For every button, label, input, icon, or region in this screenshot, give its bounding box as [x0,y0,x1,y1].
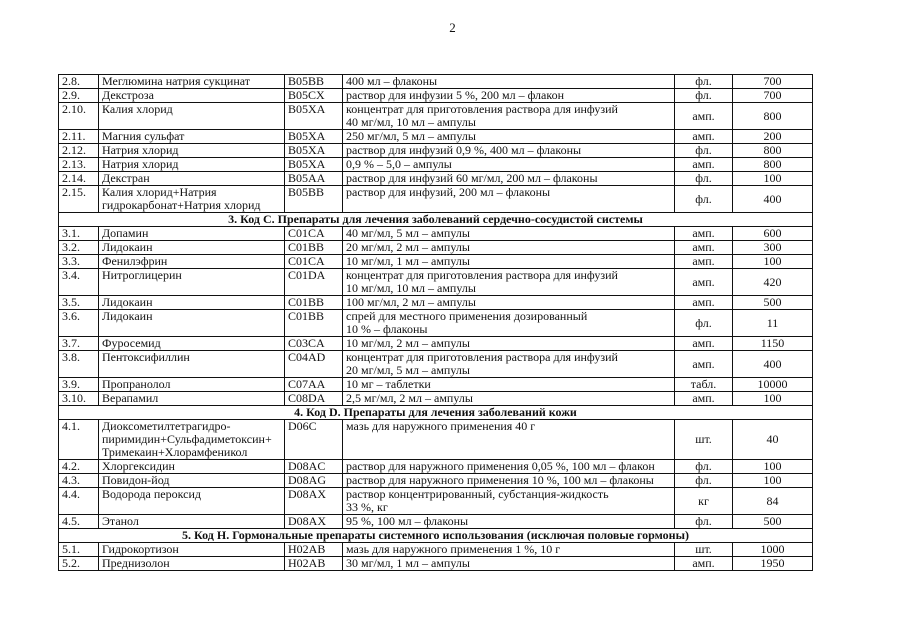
unit: фл. [675,89,733,103]
drug-name-line: пиримидин+Сульфадиметоксин+ [102,432,272,446]
atc-code: D08AC [285,460,343,474]
dosage-form-line: концентрат для приготовления раствора для инфузий [346,268,618,282]
drug-name-line: Лидокаин [102,309,153,323]
drug-name [99,296,285,310]
dosage-form [343,130,675,144]
dosage-form [343,186,675,213]
row-number: 2.15. [59,186,99,213]
table-row [59,227,813,241]
unit: амп. [675,392,733,406]
drug-name [99,392,285,406]
section-title: 5. Код Н. Гормональные препараты системного использования (исключая половые гормоны) [59,529,813,543]
table-row [59,255,813,269]
dosage-form-line: 20 мг/мл, 2 мл – ампулы [346,240,470,254]
drug-name [99,89,285,103]
dosage-form [343,392,675,406]
dosage-form-line: раствор для инфузий 60 мг/мл, 200 мл – флаконы [346,171,598,185]
drug-name [99,227,285,241]
unit: амп. [675,241,733,255]
row-number: 2.12. [59,144,99,158]
atc-code: B05BB [285,186,343,213]
dosage-form [343,310,675,337]
quantity: 400 [733,351,813,378]
row-number: 2.10. [59,103,99,130]
atc-code: D06C [285,420,343,460]
page-number: 2 [449,20,456,35]
dosage-form-line: 33 %, кг [346,500,388,514]
dosage-form-line: раствор для инфузий 0,9 %, 400 мл – флаконы [346,143,582,157]
row-number: 3.8. [59,351,99,378]
dosage-form [343,351,675,378]
dosage-form-line: раствор для наружного применения 0,05 %, 100 мл – флакон [346,459,655,473]
drug-name [99,75,285,89]
table-row [59,557,813,571]
dosage-form-line: мазь для наружного применения 40 г [346,419,536,433]
row-number: 2.8. [59,75,99,89]
drug-name [99,557,285,571]
unit: фл. [675,474,733,488]
unit: амп. [675,269,733,296]
drug-name [99,488,285,515]
dosage-form-line: 250 мг/мл, 5 мл – ампулы [346,129,476,143]
atc-code: H02AB [285,557,343,571]
section-title: 3. Код С. Препараты для лечения заболеваний сердечно-сосудистой системы [59,213,813,227]
table-row [59,460,813,474]
unit: амп. [675,296,733,310]
quantity: 100 [733,255,813,269]
drug-name [99,130,285,144]
unit: шт. [675,420,733,460]
drug-name [99,460,285,474]
atc-code: C07AA [285,378,343,392]
dosage-form [343,103,675,130]
quantity: 100 [733,474,813,488]
dosage-form [343,515,675,529]
dosage-form-line: 40 мг/мл, 10 мл – ампулы [346,115,476,129]
dosage-form-line: 40 мг/мл, 5 мл – ампулы [346,226,470,240]
dosage-form-line: спрей для местного применения дозированный [346,309,588,323]
quantity: 84 [733,488,813,515]
drug-name [99,420,285,460]
row-number: 5.1. [59,543,99,557]
drug-name [99,474,285,488]
drug-name-line: Преднизолон [102,556,170,570]
dosage-form-line: раствор для инфузии 5 %, 200 мл – флакон [346,88,565,102]
quantity: 1150 [733,337,813,351]
drug-name-line: Меглюмина натрия сукцинат [102,74,251,88]
drug-name-line: Лидокаин [102,295,153,309]
atc-code: C01DA [285,269,343,296]
drug-name-line: Повидон-йод [102,473,170,487]
quantity: 800 [733,158,813,172]
drug-name [99,543,285,557]
row-number: 4.2. [59,460,99,474]
dosage-form [343,75,675,89]
quantity: 600 [733,227,813,241]
dosage-form-line: 95 %, 100 мл – флаконы [346,514,469,528]
drug-name [99,144,285,158]
dosage-form-line: раствор для инфузий, 200 мл – флаконы [346,185,551,199]
row-number: 2.13. [59,158,99,172]
atc-code: D08AG [285,474,343,488]
table-row [59,337,813,351]
atc-code: C01BB [285,241,343,255]
unit: кг [675,488,733,515]
drug-name-line: Натрия хлорид [102,143,179,157]
unit: шт. [675,543,733,557]
dosage-form-line: 10 мг/мл, 10 мл – ампулы [346,281,476,295]
drug-table-body [59,75,813,571]
dosage-form-line: мазь для наружного применения 1 %, 10 г [346,542,561,556]
dosage-form-line: 10 мг – таблетки [346,377,431,391]
dosage-form-line: 20 мг/мл, 5 мл – ампулы [346,363,470,377]
dosage-form [343,255,675,269]
drug-name-line: гидрокарбонат+Натрия хлорид [102,198,261,212]
dosage-form [343,557,675,571]
atc-code: C01BB [285,296,343,310]
drug-name-line: Допамин [102,226,149,240]
dosage-form [343,144,675,158]
drug-name-line: Пентоксифиллин [102,350,190,364]
unit: фл. [675,186,733,213]
quantity: 40 [733,420,813,460]
unit: амп. [675,158,733,172]
row-number: 3.9. [59,378,99,392]
unit: табл. [675,378,733,392]
table-row [59,75,813,89]
table-row [59,144,813,158]
row-number: 4.1. [59,420,99,460]
row-number: 4.4. [59,488,99,515]
dosage-form [343,420,675,460]
unit: фл. [675,75,733,89]
drug-name-line: Фенилэфрин [102,254,168,268]
table-row [59,172,813,186]
drug-name [99,255,285,269]
dosage-form-line: 10 мг/мл, 2 мл – ампулы [346,336,470,350]
drug-name [99,103,285,130]
unit: фл. [675,144,733,158]
dosage-form [343,227,675,241]
drug-name-line: Натрия хлорид [102,157,179,171]
dosage-form [343,460,675,474]
row-number: 2.11. [59,130,99,144]
quantity: 700 [733,89,813,103]
dosage-form [343,172,675,186]
drug-name-line: Диоксометилтетрагидро- [102,419,231,433]
row-number: 3.10. [59,392,99,406]
dosage-form [343,89,675,103]
section-header-row [59,529,813,543]
atc-code: B05XA [285,103,343,130]
atc-code: B05CX [285,89,343,103]
dosage-form-line: 100 мг/мл, 2 мл – ампулы [346,295,476,309]
row-number: 3.1. [59,227,99,241]
dosage-form-line: 10 % – флаконы [346,322,428,336]
section-header-row [59,213,813,227]
table-row [59,310,813,337]
quantity: 800 [733,144,813,158]
quantity: 700 [733,75,813,89]
dosage-form [343,241,675,255]
drug-name [99,186,285,213]
dosage-form [343,296,675,310]
quantity: 500 [733,515,813,529]
drug-name-line: Водорода пероксид [102,487,201,501]
unit: амп. [675,103,733,130]
unit: фл. [675,310,733,337]
atc-code: B05AA [285,172,343,186]
unit: амп. [675,255,733,269]
drug-name-line: Пропранолол [102,377,171,391]
unit: фл. [675,460,733,474]
table-row [59,392,813,406]
row-number: 3.5. [59,296,99,310]
row-number: 2.14. [59,172,99,186]
drug-name [99,241,285,255]
dosage-form-line: концентрат для приготовления раствора для инфузий [346,102,618,116]
drug-name [99,337,285,351]
dosage-form-line: 10 мг/мл, 1 мл – ампулы [346,254,470,268]
atc-code: H02AB [285,543,343,557]
atc-code: C08DA [285,392,343,406]
table-row [59,269,813,296]
unit: амп. [675,557,733,571]
quantity: 200 [733,130,813,144]
table-row [59,515,813,529]
quantity: 10000 [733,378,813,392]
table-row [59,130,813,144]
row-number: 4.3. [59,474,99,488]
dosage-form [343,378,675,392]
table-row [59,420,813,460]
section-title: 4. Код D. Препараты для лечения заболеваний кожи [59,406,813,420]
quantity: 1950 [733,557,813,571]
dosage-form-line: концентрат для приготовления раствора для инфузий [346,350,618,364]
drug-name-line: Декстран [102,171,150,185]
dosage-form [343,269,675,296]
row-number: 4.5. [59,515,99,529]
dosage-form [343,337,675,351]
quantity: 400 [733,186,813,213]
unit: амп. [675,337,733,351]
atc-code: B05XA [285,130,343,144]
dosage-form-line: 2,5 мг/мл, 2 мл – ампулы [346,391,473,405]
quantity: 100 [733,460,813,474]
atc-code: D08AX [285,488,343,515]
unit: амп. [675,227,733,241]
table-row [59,296,813,310]
dosage-form [343,474,675,488]
drug-name-line: Декстроза [102,88,154,102]
quantity: 100 [733,172,813,186]
quantity: 300 [733,241,813,255]
dosage-form-line: раствор для наружного применения 10 %, 100 мл – флаконы [346,473,654,487]
atc-code: C01CA [285,255,343,269]
table-row [59,351,813,378]
table-row [59,103,813,130]
table-row [59,543,813,557]
unit: фл. [675,172,733,186]
row-number: 3.3. [59,255,99,269]
row-number: 3.7. [59,337,99,351]
atc-code: C03CA [285,337,343,351]
table-row [59,89,813,103]
unit: амп. [675,351,733,378]
dosage-form-line: раствор концентрированный, субстанция-жидкость [346,487,609,501]
dosage-form-line: 30 мг/мл, 1 мл – ампулы [346,556,470,570]
drug-name-line: Хлоргексидин [102,459,175,473]
drug-name-line: Калия хлорид [102,102,173,116]
atc-code: B05XA [285,144,343,158]
drug-name [99,310,285,337]
drug-name-line: Этанол [102,514,139,528]
drug-name-line: Верапамил [102,391,159,405]
row-number: 3.4. [59,269,99,296]
table-row [59,241,813,255]
section-header-row [59,406,813,420]
drug-name [99,158,285,172]
unit: амп. [675,130,733,144]
atc-code: C01CA [285,227,343,241]
drug-table [58,74,813,571]
drug-name-line: Калия хлорид+Натрия [102,185,217,199]
row-number: 2.9. [59,89,99,103]
drug-name-line: Магния сульфат [102,129,185,143]
atc-code: C04AD [285,351,343,378]
row-number: 3.6. [59,310,99,337]
quantity: 420 [733,269,813,296]
drug-name-line: Нитроглицерин [102,268,182,282]
drug-name [99,351,285,378]
quantity: 1000 [733,543,813,557]
table-row [59,378,813,392]
dosage-form [343,488,675,515]
quantity: 100 [733,392,813,406]
dosage-form [343,543,675,557]
atc-code: C01BB [285,310,343,337]
table-row [59,488,813,515]
drug-name [99,515,285,529]
quantity: 800 [733,103,813,130]
table-row [59,186,813,213]
atc-code: B05BB [285,75,343,89]
dosage-form-line: 0,9 % – 5,0 – ампулы [346,157,452,171]
quantity: 500 [733,296,813,310]
atc-code: B05XA [285,158,343,172]
dosage-form-line: 400 мл – флаконы [346,74,438,88]
table-row [59,474,813,488]
drug-name-line: Лидокаин [102,240,153,254]
row-number: 3.2. [59,241,99,255]
drug-name-line: Гидрокортизон [102,542,179,556]
atc-code: D08AX [285,515,343,529]
unit: фл. [675,515,733,529]
row-number: 5.2. [59,557,99,571]
drug-name [99,269,285,296]
drug-name-line: Тримекаин+Хлорамфеникол [102,445,248,459]
quantity: 11 [733,310,813,337]
drug-name [99,378,285,392]
drug-name [99,172,285,186]
table-row [59,158,813,172]
drug-name-line: Фуросемид [102,336,161,350]
dosage-form [343,158,675,172]
